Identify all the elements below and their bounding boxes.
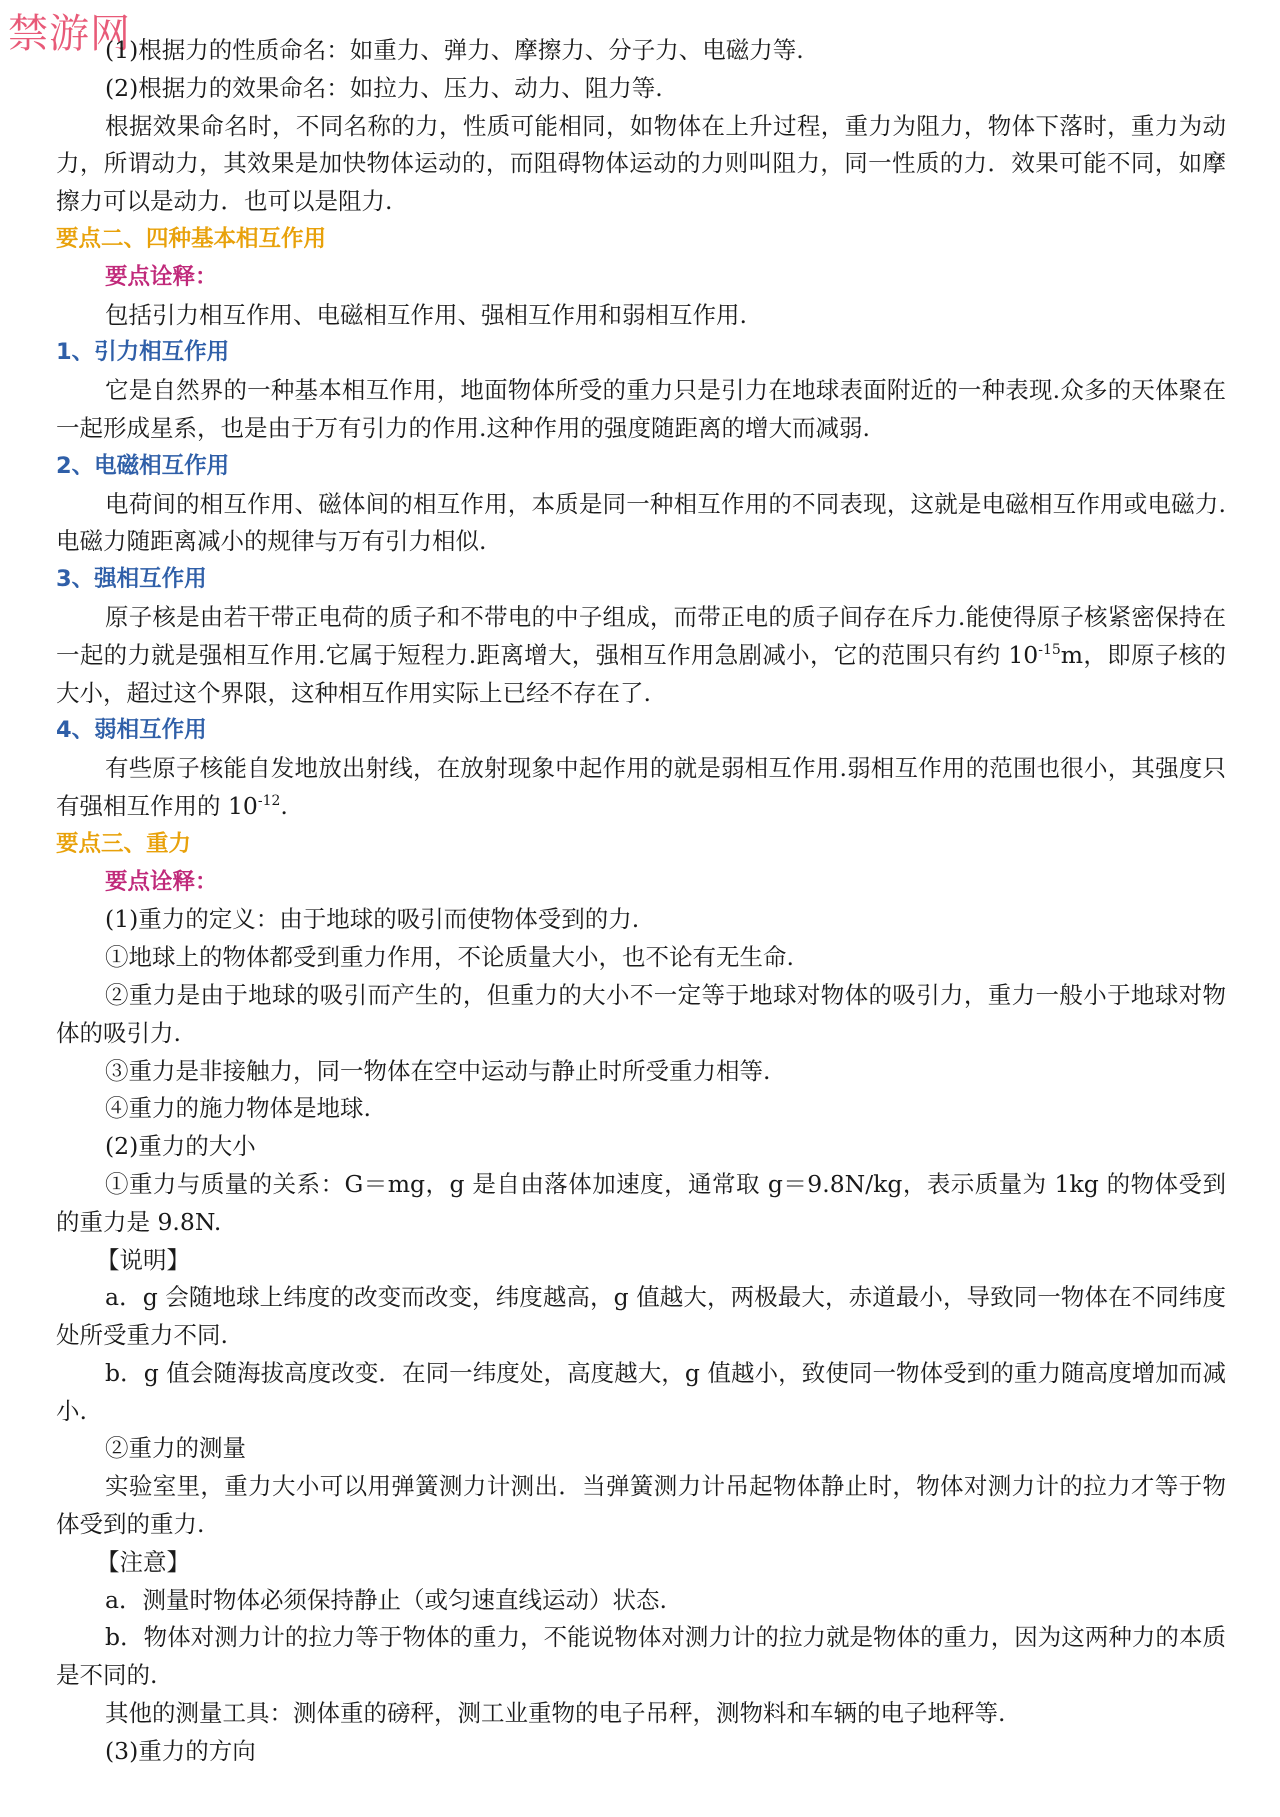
exponent: -12 [257,792,281,809]
numbered-heading: 1、引力相互作用 [56,339,230,366]
paragraph: ②重力是由于地球的吸引而产生的，但重力的大小不一定等于地球对物体的吸引力，重力一般小于地球对物体的吸引力. [56,980,1226,1047]
paragraph: (3)重力的方向 [105,1736,256,1765]
numbered-heading: 4、弱相互作用 [56,717,207,744]
paragraph: (2)根据力的效果命名：如拉力、压力、动力、阻力等. [105,73,663,102]
paragraph: (2)重力的大小 [105,1132,256,1161]
paragraph: (1)重力的定义：由于地球的吸引而使物体受到的力. [105,905,640,934]
document-body [56,32,1226,1771]
paragraph: 实验室里，重力大小可以用弹簧测力计测出．当弹簧测力计吊起物体静止时，物体对测力计的拉力才等于物体受到的重力. [56,1472,1226,1539]
paragraph-text: 原子核是由若干带正电荷的质子和不带电的中子组成，而带正电的质子间存在斥力.能使得原子核紧密保持在一起的力就是强相互作用.它属于短程力.距离增大，强相互作用急剧减小，它的范围只有约 10 [56,602,1226,669]
exponent: -15 [1038,641,1061,658]
paragraph: ④重力的施力物体是地球. [105,1094,371,1123]
section-heading: 要点二、四种基本相互作用 [56,225,327,252]
paragraph: ③重力是非接触力，同一物体在空中运动与静止时所受重力相等. [105,1056,771,1085]
paragraph-text: m，即原子核的大小，超过这个界限，这种相互作用实际上已经不存在了. [56,640,1226,707]
paragraph: a．g 会随地球上纬度的改变而改变，纬度越高，g 值越大，两极最大，赤道最小，导致同一物体在不同纬度处所受重力不同. [56,1283,1226,1350]
paragraph [56,599,1226,712]
paragraph: a．测量时物体必须保持静止（或匀速直线运动）状态. [105,1585,667,1614]
subsection-label: 要点诠释： [105,263,218,290]
paragraph: 电荷间的相互作用、磁体间的相互作用，本质是同一种相互作用的不同表现，这就是电磁相互作用或电磁力.电磁力随距离减小的规律与万有引力相似. [56,489,1226,556]
paragraph: b．g 值会随海拔高度改变．在同一纬度处，高度越大，g 值越小，致使同一物体受到的重力随高度增加而减小. [56,1358,1226,1425]
paragraph-text: . [280,791,288,820]
subsection-label: 要点诠释： [105,868,218,895]
paragraph: (1)根据力的性质命名：如重力、弹力、摩擦力、分子力、电磁力等. [105,36,804,64]
paragraph: 其他的测量工具：测体重的磅秤，测工业重物的电子吊秤，测物料和车辆的电子地秤等. [105,1699,1006,1728]
paragraph [56,750,1226,826]
paragraph: ①重力与质量的关系：G＝mg，g 是自由落体加速度，通常取 g＝9.8N/kg，表示质量为 1kg 的物体受到的重力是 9.8N. [56,1169,1226,1236]
paragraph: b．物体对测力计的拉力等于物体的重力，不能说物体对测力计的拉力就是物体的重力，因为这两种力的本质是不同的. [56,1623,1226,1690]
paragraph: 它是自然界的一种基本相互作用，地面物体所受的重力只是引力在地球表面附近的一种表现.众多的天体聚在一起形成星系，也是由于万有引力的作用.这种作用的强度随距离的增大而减弱. [56,376,1226,442]
paragraph: ②重力的测量 [105,1434,246,1463]
section-heading: 要点三、重力 [56,830,192,857]
paragraph-text: 有些原子核能自发地放出射线，在放射现象中起作用的就是弱相互作用.弱相互作用的范围也很小，其强度只有强相互作用的 10 [56,754,1226,820]
paragraph: 包括引力相互作用、电磁相互作用、强相互作用和弱相互作用. [105,300,747,329]
watermark-logo: 禁游网 [8,11,131,57]
paragraph: 根据效果命名时，不同名称的力，性质可能相同，如物体在上升过程，重力为阻力，物体下落时，重力为动力，所谓动力，其效果是加快物体运动的，而阻碍物体运动的力则叫阻力，同一性质的力．效果可能不同，如摩擦力可以是动力．也可以是阻力. [56,111,1226,216]
note-label: 【说明】 [96,1245,190,1274]
numbered-heading: 2、电磁相互作用 [56,452,230,479]
note-label: 【注意】 [96,1547,190,1576]
numbered-heading: 3、强相互作用 [56,566,207,593]
paragraph: ①地球上的物体都受到重力作用，不论质量大小，也不论有无生命. [105,943,794,972]
